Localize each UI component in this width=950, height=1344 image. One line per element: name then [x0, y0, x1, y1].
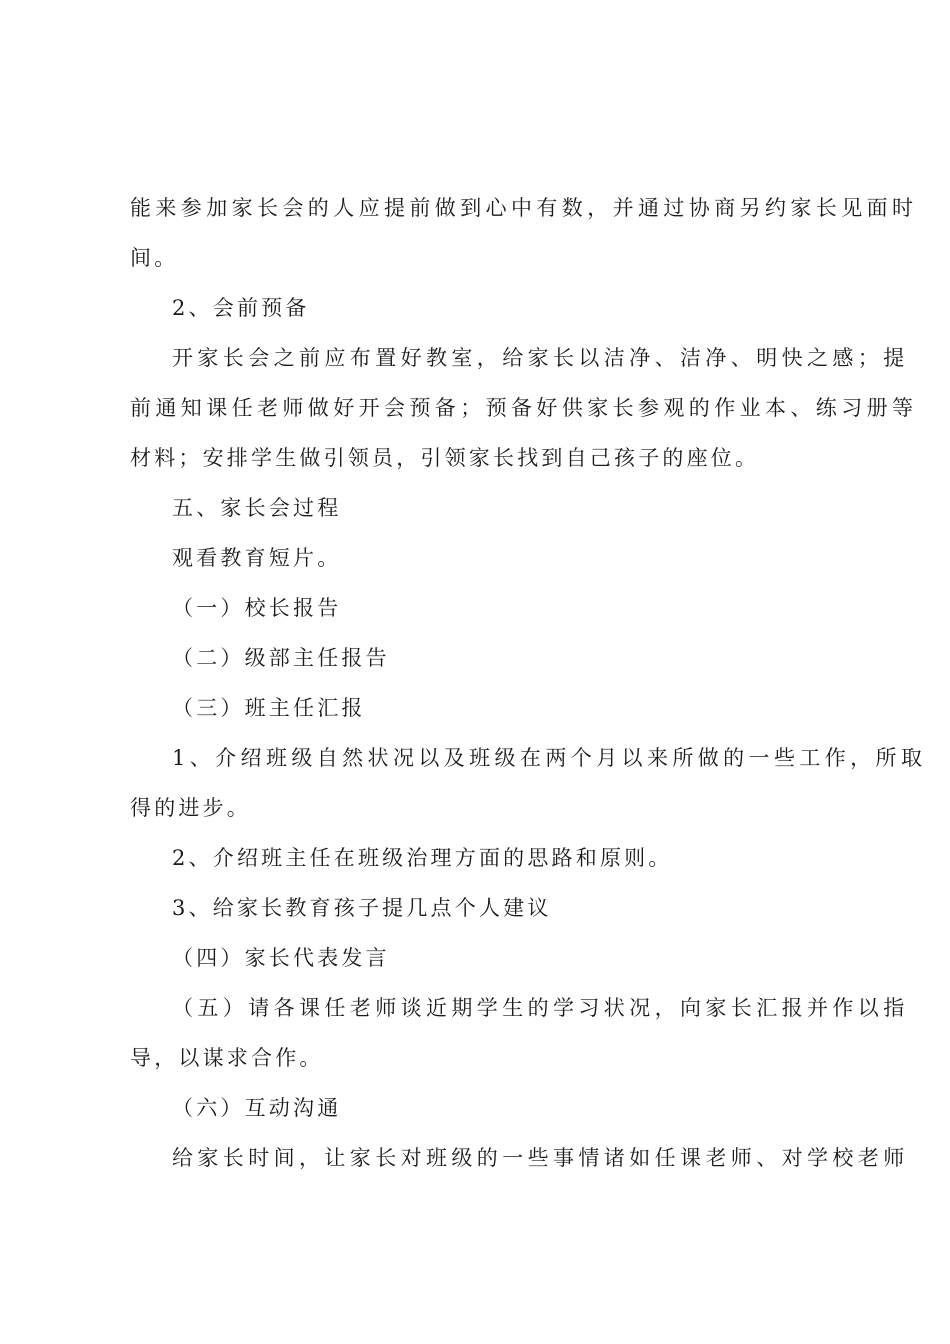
list-item: 1、介绍班级自然状况以及班级在两个月以来所做的一些工作，所取	[172, 746, 927, 770]
paragraph-line: 观看教育短片。	[172, 546, 342, 570]
paragraph-line: 得的进步。	[130, 796, 251, 820]
section-heading: 五、家长会过程	[172, 496, 342, 520]
subsection-heading: （四）家长代表发言	[172, 946, 390, 970]
section-heading: 2、会前预备	[172, 296, 310, 320]
paragraph-line: 导，以谋求合作。	[130, 1046, 324, 1070]
list-item: 2、介绍班主任在班级治理方面的思路和原则。	[172, 846, 673, 870]
paragraph-line: 开家长会之前应布置好教室，给家长以洁净、洁净、明快之感；提	[172, 346, 909, 370]
paragraph-line: 材料；安排学生做引领员，引领家长找到自己孩子的座位。	[130, 446, 760, 470]
subsection-heading: （二）级部主任报告	[172, 646, 390, 670]
subsection-heading: （五）请各课任老师谈近期学生的学习状况，向家长汇报并作以指	[172, 996, 909, 1020]
list-item: 3、给家长教育孩子提几点个人建议	[172, 896, 552, 920]
subsection-heading: （六）互动沟通	[172, 1096, 342, 1120]
subsection-heading: （三）班主任汇报	[172, 696, 366, 720]
paragraph-line: 能来参加家长会的人应提前做到心中有数，并通过协商另约家长见面时	[130, 196, 918, 220]
paragraph-line: 前通知课任老师做好开会预备；预备好供家长参观的作业本、练习册等	[130, 396, 918, 420]
subsection-heading: （一）校长报告	[172, 596, 342, 620]
paragraph-line: 给家长时间，让家长对班级的一些事情诸如任课老师、对学校老师	[172, 1146, 909, 1170]
paragraph-line: 间。	[130, 246, 179, 270]
